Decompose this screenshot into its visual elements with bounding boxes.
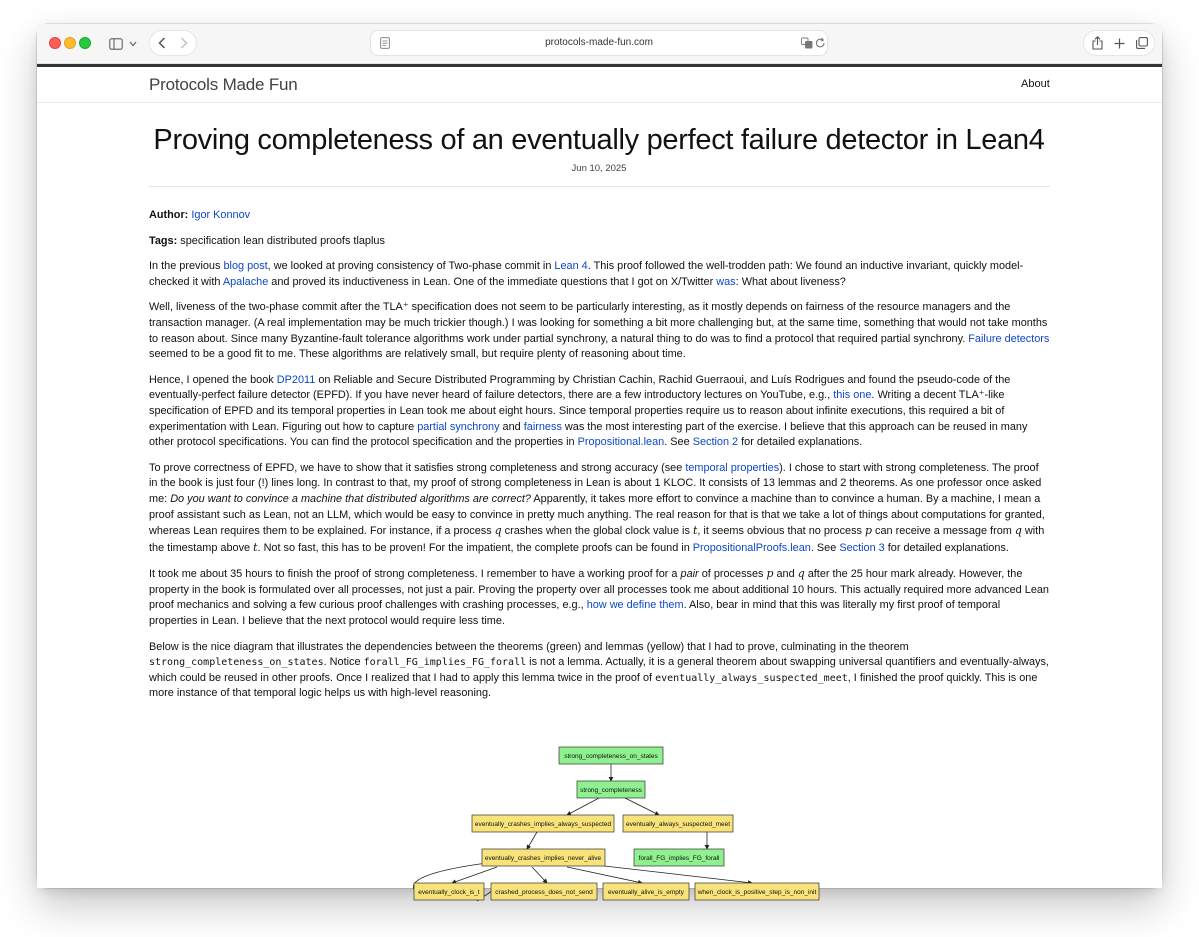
partial-synchrony-link[interactable]: partial synchrony bbox=[417, 420, 500, 433]
math-var: p bbox=[865, 524, 873, 538]
fairness-link[interactable]: fairness bbox=[523, 420, 562, 433]
paragraph-3 bbox=[149, 373, 1050, 451]
text: Apparently, it takes more effort to convince a machine than to convince a human. By a machine, I mean a proof assistant such as Lean, not an LLM, which would be easy to convince in pretty much anything. The real reason for that is that we take a lot of things about computations for granted, whereas Lean requires them to be explained. For instance, if a process bbox=[149, 492, 1045, 538]
nav-about-link[interactable]: About bbox=[1021, 78, 1050, 90]
how-we-define-them-link[interactable]: how we define them bbox=[586, 599, 684, 612]
url-text: protocols-made-fun.com bbox=[545, 37, 653, 48]
math-var: q bbox=[1014, 524, 1022, 538]
site-title-link[interactable]: Protocols Made Fun bbox=[149, 75, 298, 94]
chevron-down-icon bbox=[129, 41, 137, 47]
propositional-lean-link[interactable]: Propositional.lean bbox=[577, 436, 665, 449]
text: It took me about 35 hours to finish the proof of strong completeness. I remember to have a working proof for a bbox=[149, 568, 681, 581]
diagram-node-lemma bbox=[603, 883, 689, 900]
text: and proved its inductiveness in Lean. One of the immediate questions that I got on X/Twitter bbox=[268, 275, 717, 288]
tab-overview-button[interactable] bbox=[1132, 32, 1152, 54]
text: is not a lemma. Actually, it is a general theorem about swapping universal quantifiers and eventually-always, which could be reused in other proofs. Once I realized that I had to apply this lemma twice in the proof of bbox=[149, 656, 1049, 684]
diagram-node-theorem bbox=[577, 781, 645, 798]
text: can receive a message from bbox=[872, 525, 1015, 538]
blog-post-link[interactable]: blog post bbox=[223, 260, 268, 273]
author-label: Author: bbox=[149, 209, 189, 221]
math-var: q bbox=[494, 524, 502, 538]
text: ). I chose to start with strong completeness. The proof in the book is just four (!) lines long. In contrast to that, my proof of strong completeness in Lean is about 1 KLOC. It consists of 13 lemmas and 2 theorems. As one professor once asked me: bbox=[149, 461, 1042, 505]
diagram-node-lemma bbox=[695, 883, 819, 900]
translate-icon[interactable] bbox=[801, 37, 813, 49]
minimize-window-button[interactable] bbox=[64, 37, 76, 49]
text: . Notice bbox=[323, 656, 364, 669]
code-identifier: strong_completeness_on_states bbox=[149, 657, 324, 669]
sidebar-toggle-button[interactable] bbox=[101, 32, 145, 56]
node-label: forall_FG_implies_FG_forall bbox=[638, 855, 720, 862]
section-2-link[interactable]: Section 2 bbox=[692, 436, 739, 449]
math-var: p bbox=[766, 567, 774, 581]
browser-toolbar bbox=[37, 24, 1162, 64]
text: , it seems obvious that no process bbox=[697, 525, 866, 538]
paragraph-4 bbox=[149, 461, 1050, 557]
text: for detailed explanations. bbox=[884, 541, 1009, 554]
italic-word: pair bbox=[680, 568, 699, 581]
close-window-button[interactable] bbox=[49, 37, 61, 49]
text: : What about liveness? bbox=[735, 275, 846, 288]
reload-icon[interactable] bbox=[815, 37, 826, 49]
propositional-proofs-link[interactable]: PropositionalProofs.lean bbox=[692, 541, 811, 554]
sidebar-icon bbox=[109, 38, 123, 50]
site-header bbox=[37, 67, 1162, 103]
node-label: strong_completeness_on_states bbox=[564, 753, 658, 760]
text: Hence, I opened the book bbox=[149, 373, 277, 386]
node-label: eventually_alive_is_empty bbox=[608, 889, 684, 896]
text: . Not so fast, this has to be proven! For the impatient, the complete proofs can be found in bbox=[257, 541, 693, 554]
paragraph-1 bbox=[149, 259, 1050, 290]
article-body bbox=[149, 208, 1050, 712]
text: was the most interesting part of the exercise. I believe that this approach can be reused in many other protocol specifications. You can find the protocol specification and the properties in bbox=[149, 420, 1028, 449]
share-button[interactable] bbox=[1087, 32, 1107, 54]
page-content bbox=[37, 67, 1162, 896]
node-label: crashed_process_does_not_send bbox=[495, 889, 593, 896]
chevron-right-icon bbox=[180, 37, 188, 49]
math-var: t bbox=[692, 524, 698, 538]
text: Well, liveness of the two-phase commit after the TLA⁺ specification does not seem to be particularly interesting, as it mostly depends on fairness of the resource managers and the transaction manager. (A real implementation may be much trickier though.) I was looking for something a bit more challenging but, at the same time, something that would not take months to reason about. Since many Byzantine-fault tolerance algorithms work under partial synchrony, a natural thing to do was to find a protocol that required partial synchrony. bbox=[149, 301, 1048, 345]
math-var: q bbox=[797, 567, 805, 581]
tags-list: specification lean distributed proofs tlaplus bbox=[180, 234, 385, 247]
edge bbox=[625, 798, 659, 815]
was-link[interactable]: was bbox=[716, 275, 736, 288]
node-label: eventually_always_suspected_meet bbox=[625, 821, 731, 828]
post-title: Proving completeness of an eventually perfect failure detector in Lean4 bbox=[153, 124, 1045, 156]
tab-overview-icon bbox=[1136, 37, 1148, 49]
author-line bbox=[149, 208, 1050, 224]
post-date: Jun 10, 2025 bbox=[571, 163, 627, 174]
italic-quote: Do you want to convince a machine that distributed algorithms are correct? bbox=[170, 492, 531, 505]
diagram-node-theorem bbox=[634, 849, 724, 866]
paragraph-5 bbox=[149, 566, 1050, 629]
text: In the previous bbox=[149, 260, 224, 273]
text: seemed to be a good fit to me. These algorithms are relatively small, but require plenty of reasoning about time. bbox=[149, 348, 686, 361]
failure-detectors-link[interactable]: Failure detectors bbox=[968, 332, 1050, 345]
text: of processes bbox=[698, 568, 767, 581]
apalache-link[interactable]: Apalache bbox=[222, 275, 269, 288]
paragraph-6 bbox=[149, 640, 1050, 702]
text: for detailed explanations. bbox=[738, 436, 863, 449]
paragraph-2 bbox=[149, 300, 1050, 362]
plus-icon bbox=[1114, 38, 1125, 49]
code-identifier: eventually_always_suspected_meet bbox=[655, 672, 848, 684]
diagram-node-lemma bbox=[414, 883, 484, 900]
text: , I finished the proof quickly. This is one more instance of that temporal logic helps us with high-level reasoning. bbox=[149, 671, 1038, 700]
tags-line bbox=[149, 234, 1050, 250]
lean4-link[interactable]: Lean 4 bbox=[554, 260, 588, 273]
dependency-diagram bbox=[367, 741, 827, 896]
node-label: when_clock_is_positive_step_is_non_init bbox=[697, 889, 817, 896]
new-tab-button[interactable] bbox=[1109, 32, 1129, 54]
math-var: t bbox=[253, 540, 258, 554]
node-label: strong_completeness bbox=[580, 787, 642, 794]
text: . Also, bear in mind that this was literally my first proof of temporal properties in Lean. I believe that the next protocol would require less time. bbox=[149, 599, 1001, 628]
chevron-left-icon bbox=[158, 37, 166, 49]
text: on Reliable and Secure Distributed Programming by Christian Cachin, Rachid Guerraoui, and Luís Rodrigues and found the pseudo-code of the eventually-perfect failure detector (EPFD). If you have never heard of failure detectors, there are a few introductory lectures on YouTube, e.g., bbox=[149, 373, 1011, 402]
text: To prove correctness of EPFD, we have to show that it satisfies strong completeness and strong accuracy (see bbox=[149, 461, 686, 474]
code-identifier: forall_FG_implies_FG_forall bbox=[363, 657, 527, 669]
node-label: eventually_clock_is_t bbox=[418, 889, 480, 896]
edge bbox=[567, 798, 599, 815]
node-label: eventually_crashes_implies_always_suspected bbox=[474, 821, 612, 828]
text: after the 25 hour mark already. However, the property in the book is formulated over all processes, not just a pair. Proving the property over all processes took me about additional 10 hours. This actually required more advanced Lean proof mechanics and solving a few curious proof challenges with crashing processes, e.g., bbox=[149, 568, 1049, 612]
this-one-link[interactable]: this one bbox=[833, 389, 872, 402]
text: . This proof followed the well-trodden path: We found an inductive invariant, quickly model-checked it with bbox=[149, 260, 1024, 288]
text: with the timestamp above bbox=[149, 525, 1045, 554]
text: and bbox=[773, 568, 798, 581]
text: . Writing a decent TLA⁺-like specification of EPFD and its temporal properties in Lean took me about eight hours. Since temporal properties require us to reason about infinite executions, this required a bit of experimentation with Lean. Figuring out how to capture bbox=[149, 389, 1005, 433]
edge bbox=[587, 864, 752, 883]
back-button[interactable] bbox=[151, 32, 173, 54]
text: crashes when the global clock value is bbox=[501, 525, 693, 538]
forward-button[interactable] bbox=[173, 32, 195, 54]
text: . See bbox=[810, 541, 840, 554]
divider bbox=[149, 186, 1050, 187]
address-bar[interactable] bbox=[370, 30, 828, 56]
text: . See bbox=[664, 436, 693, 449]
edge bbox=[532, 867, 547, 883]
section-3-link[interactable]: Section 3 bbox=[839, 541, 885, 554]
diagram-node-lemma bbox=[491, 883, 597, 900]
edge bbox=[527, 832, 537, 849]
text: , we looked at proving consistency of Two-phase commit in bbox=[267, 260, 555, 273]
tags-label: Tags: bbox=[149, 234, 178, 247]
node-label: eventually_crashes_implies_never_alive bbox=[484, 855, 602, 862]
browser-window bbox=[37, 24, 1162, 896]
diagram-node-theorem bbox=[559, 747, 663, 764]
text: Below is the nice diagram that illustrates the dependencies between the theorems (green) and lemmas (yellow) that I had to prove, culminating in the theorem bbox=[149, 640, 909, 653]
diagram-node-lemma bbox=[623, 815, 733, 832]
diagram-node-lemma bbox=[482, 849, 605, 866]
author-link[interactable]: Igor Konnov bbox=[191, 209, 251, 221]
maximize-window-button[interactable] bbox=[79, 37, 91, 49]
diagram-node-lemma bbox=[472, 815, 614, 832]
share-icon bbox=[1092, 36, 1103, 50]
edge bbox=[452, 867, 497, 883]
text: and bbox=[499, 420, 524, 433]
temporal-properties-link[interactable]: temporal properties bbox=[685, 461, 780, 474]
dp2011-link[interactable]: DP2011 bbox=[276, 373, 316, 386]
